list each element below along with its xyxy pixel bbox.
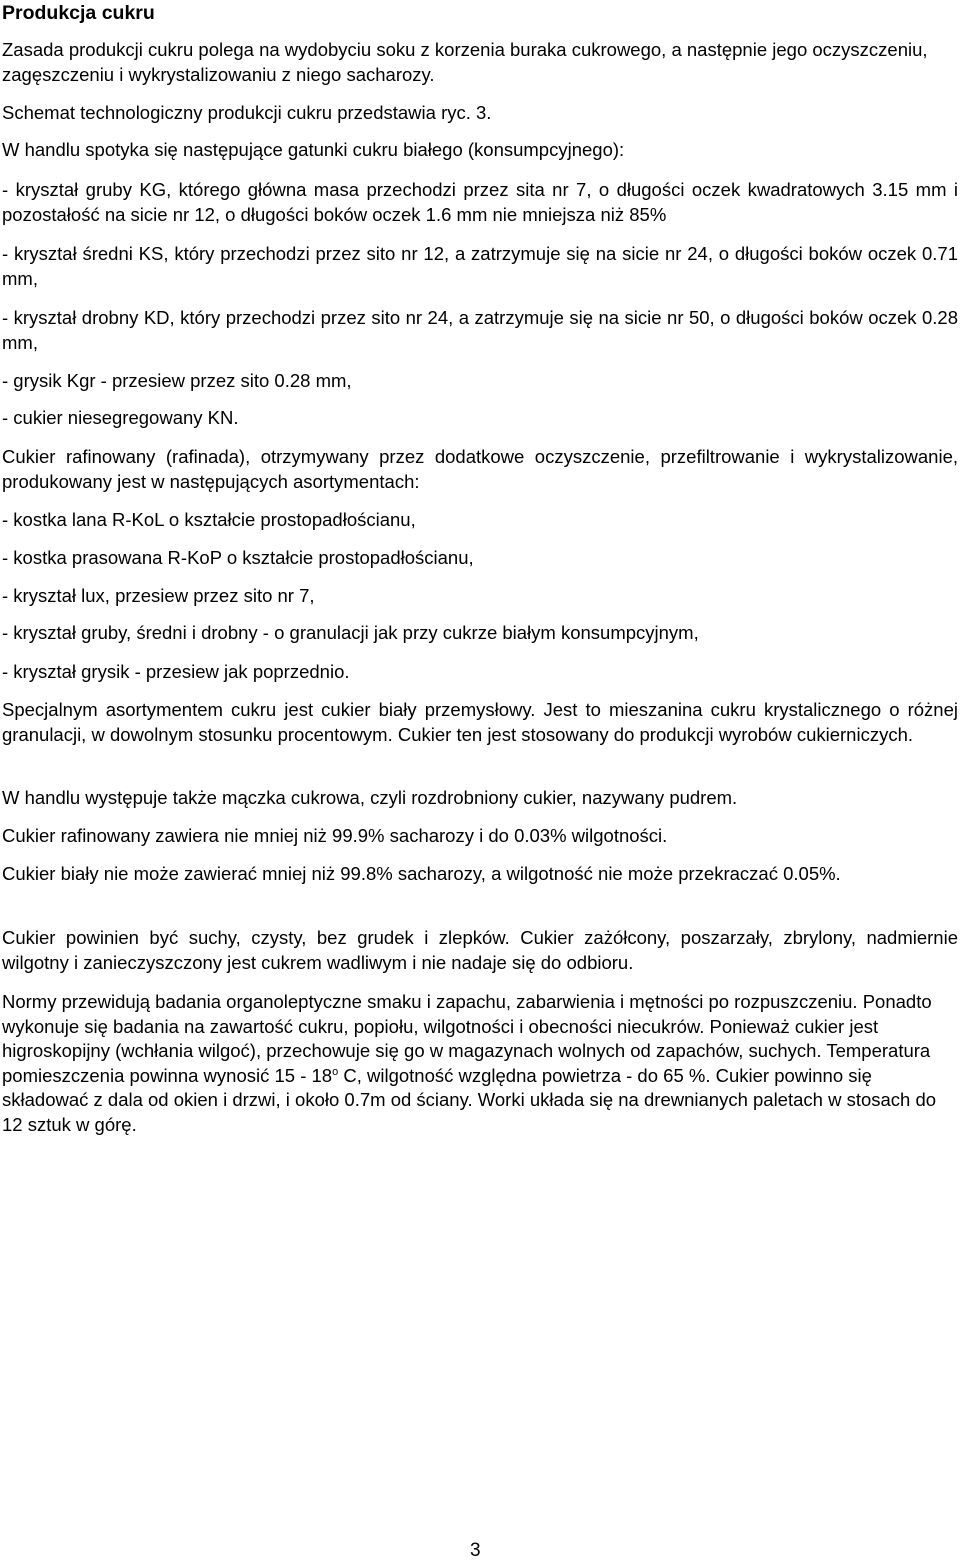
paragraph-refined: Cukier rafinowany (rafinada), otrzymywany przez dodatkowe oczyszczenie, przefiltrowanie i wykrystalizowanie, produkowany jest w następujących asortymentach: (2, 446, 958, 492)
degree-superscript: o (332, 1065, 339, 1078)
list-item-grysik: - kryształ grysik - przesiew jak poprzednio. (2, 661, 350, 682)
paragraph-white-sugar-content: Cukier biały nie może zawierać mniej niż 99.8% sacharozy, a wilgotność nie może przekraczać 0.05%. (2, 863, 841, 884)
norms-text-part1: Normy przewidują badania organoleptyczne smaku i zapachu, zabarwienia i mętności po rozpuszczeniu. Ponadto wykonuje się badania na zawartość cukru, popiołu, wilgotności i obecności niecukrów. Ponieważ cukier jest higroskopijny (wchłania wilgoć), przechowuje się go w magazynach wolnych od zapachów, suchych. Temperatura pomieszczenia powinna wynosić 15 - 18 (2, 991, 932, 1086)
paragraph-industrial-sugar: Specjalnym asortymentem cukru jest cukier biały przemysłowy. Jest to mieszanina cukru krystalicznego o różnej granulacji, w dowolnym stosunku procentowym. Cukier ten jest stosowany do produkcji wyrobów cukierniczych. (2, 699, 958, 745)
list-item-r-kol: - kostka lana R-KoL o kształcie prostopadłościanu, (2, 509, 416, 530)
page-number: 3 (470, 1540, 481, 1561)
list-item-gruby-sredni-drobny: - kryształ gruby, średni i drobny - o granulacji jak przy cukrze białym konsumpcyjnym, (2, 622, 699, 643)
paragraph-refined-content: Cukier rafinowany zawiera nie mniej niż 99.9% sacharozy i do 0.03% wilgotności. (2, 825, 668, 846)
list-item-kgr: - grysik Kgr - przesiew przez sito 0.28 mm, (2, 370, 352, 391)
paragraph-scheme: Schemat technologiczny produkcji cukru przedstawia ryc. 3. (2, 102, 492, 123)
list-item-lux: - kryształ lux, przesiew przez sito nr 7, (2, 585, 315, 606)
paragraph-quality: Cukier powinien być suchy, czysty, bez grudek i zlepków. Cukier zażółcony, poszarzały, zbrylony, nadmiernie wilgotny i zanieczyszczony jest cukrem wadliwym i nie nadaje się do odbioru. (2, 927, 958, 973)
paragraph-norms (2, 990, 958, 1137)
paragraph-grades-intro: W handlu spotyka się następujące gatunki cukru białego (konsumpcyjnego): (2, 139, 625, 160)
paragraph-intro: Zasada produkcji cukru polega na wydobyciu soku z korzenia buraka cukrowego, a następnie jego oczyszczeniu, zagęszczeniu i wykrystalizowaniu z niego sacharozy. (2, 39, 928, 85)
page-title: Produkcja cukru (2, 2, 155, 24)
list-item-ks: - kryształ średni KS, który przechodzi przez sito nr 12, a zatrzymuje się na sicie nr 24, o długości boków oczek 0.71 mm, (2, 243, 958, 289)
paragraph-powdered-sugar: W handlu występuje także mączka cukrowa, czyli rozdrobniony cukier, nazywany pudrem. (2, 787, 738, 808)
list-item-kd: - kryształ drobny KD, który przechodzi przez sito nr 24, a zatrzymuje się na sicie nr 50, o długości boków oczek 0.28 mm, (2, 307, 958, 353)
list-item-kn: - cukier niesegregowany KN. (2, 407, 239, 428)
list-item-kg: - kryształ gruby KG, którego główna masa przechodzi przez sita nr 7, o długości oczek kwadratowych 3.15 mm i pozostałość na sicie nr 12, o długości boków oczek 1.6 mm nie mniejsza niż 85% (2, 179, 958, 225)
list-item-r-kop: - kostka prasowana R-KoP o kształcie prostopadłościanu, (2, 547, 474, 568)
norms-text-part2: C, wilgotność względna powietrza - do 65 %. Cukier powinno się składować z dala od okien i drzwi, i około 0.7m od ściany. Worki układa się na drewnianych paletach w stosach do 12 sztuk w górę. (2, 1064, 937, 1135)
